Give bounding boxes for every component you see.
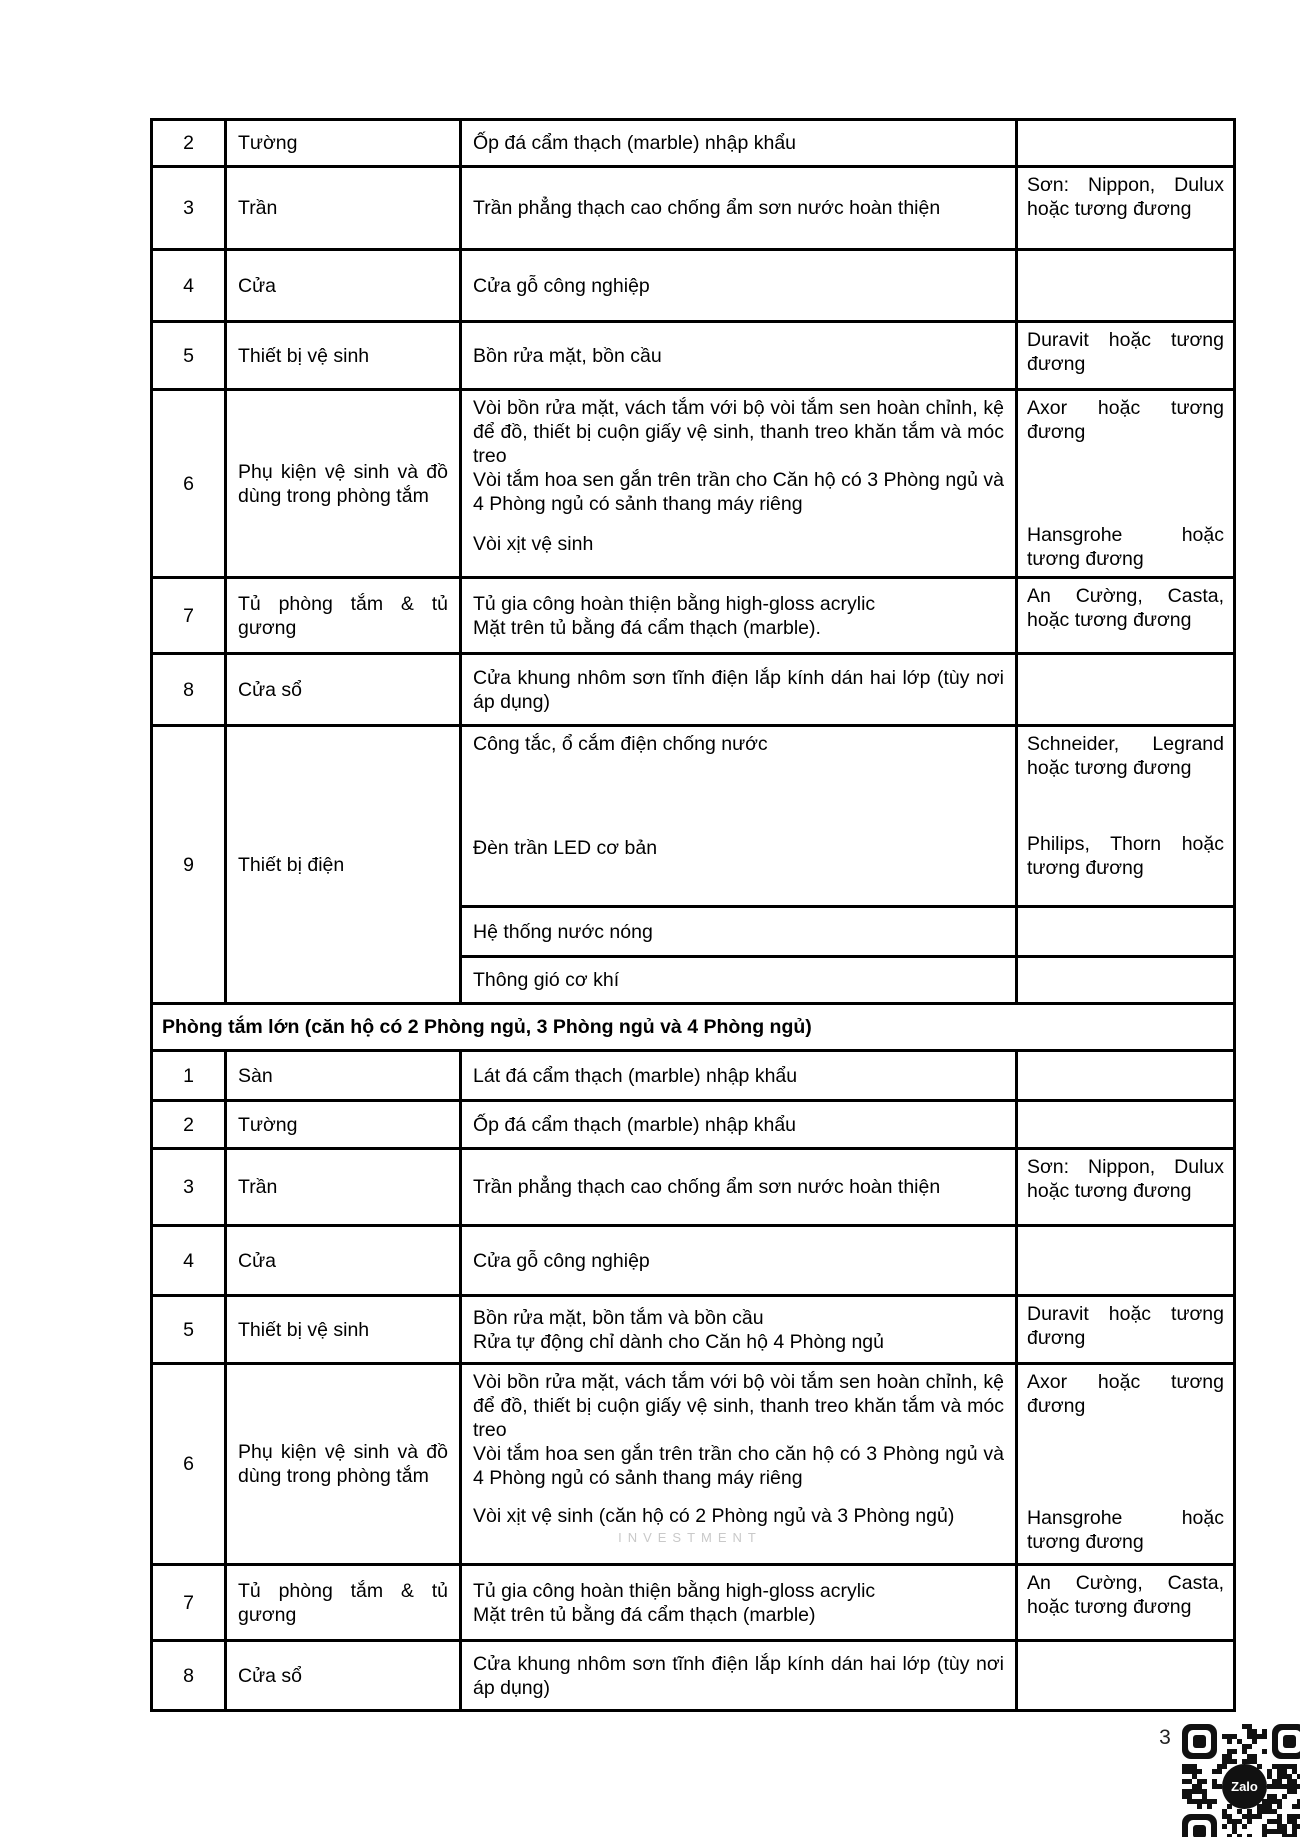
item-cell	[227, 1227, 462, 1294]
description-text: Mặt trên tủ bằng đá cẩm thạch (marble)	[473, 1603, 816, 1626]
description-text: Tủ gia công hoàn thiện bằng high-gloss acrylic	[473, 592, 876, 615]
row-subrows	[462, 1642, 1233, 1709]
spec-subrow	[462, 1297, 1233, 1362]
description-text: Vòi tắm hoa sen gắn trên trần cho căn hộ có 3 Phòng ngủ và 4 Phòng ngủ có sảnh thang máy riêng	[473, 1443, 1004, 1489]
qr-module	[1277, 1804, 1282, 1809]
description-cell	[462, 1566, 1018, 1639]
description-text: Đèn trần LED cơ bản	[473, 837, 658, 859]
spec-subrow	[462, 579, 1233, 652]
row-subrows	[462, 121, 1233, 165]
table-row	[153, 1566, 1233, 1642]
qr-module	[1232, 1749, 1237, 1754]
brand-cell	[1018, 908, 1233, 955]
brand-text: Hansgrohe hoặc tương đương	[1027, 524, 1224, 570]
row-subrows	[462, 1227, 1233, 1294]
description-text: Bồn rửa mặt, bồn tắm và bồn cầu	[473, 1306, 764, 1329]
qr-finder-pattern	[1272, 1724, 1300, 1759]
table-row	[153, 1052, 1233, 1102]
description-text: Vòi xịt vệ sinh (căn hộ có 2 Phòng ngủ và 3 Phòng ngủ)	[473, 1505, 955, 1527]
qr-module	[1242, 1824, 1247, 1829]
item-label: Cửa	[238, 274, 276, 297]
item-cell	[227, 1642, 462, 1709]
qr-module	[1197, 1804, 1202, 1809]
item-cell	[227, 391, 462, 576]
item-cell	[227, 1365, 462, 1563]
description-cell	[462, 579, 1018, 652]
zalo-qr-code	[1182, 1724, 1300, 1837]
brand-text: Duravit hoặc tương đương	[1027, 329, 1224, 375]
row-number-cell	[153, 1227, 227, 1294]
description-cell	[462, 727, 1018, 905]
brand-text: An Cường, Casta, hoặc tương đương	[1027, 585, 1224, 631]
item-cell	[227, 727, 462, 1002]
description-text: Lát đá cẩm thạch (marble) nhập khẩu	[473, 1064, 798, 1087]
description-cell	[462, 1642, 1018, 1709]
description-text: Vòi bồn rửa mặt, vách tắm với bộ vòi tắm sen hoàn chỉnh, kệ để đồ, thiết bị cuộn giấy vệ sinh, thanh treo khăn tắm và móc treo	[473, 1371, 1004, 1441]
row-number: 2	[183, 1113, 194, 1136]
brand-cell	[1018, 1150, 1233, 1224]
description-cell	[462, 391, 1018, 576]
description-text: Rửa tự động chỉ dành cho Căn hộ 4 Phòng ngủ	[473, 1330, 884, 1353]
qr-module	[1202, 1779, 1207, 1784]
row-number: 3	[183, 1176, 194, 1198]
brand-cell	[1018, 655, 1233, 724]
row-number-cell	[153, 579, 227, 652]
row-number-cell	[153, 1102, 227, 1147]
row-number: 8	[183, 1664, 194, 1687]
qr-module	[1222, 1824, 1227, 1829]
brand-text: Duravit hoặc tương đương	[1027, 1303, 1224, 1349]
item-label: Trần	[238, 197, 278, 219]
description-text: Vòi tắm hoa sen gắn trên trần cho Căn hộ có 3 Phòng ngủ và 4 Phòng ngủ có sảnh thang máy riêng	[473, 469, 1004, 515]
row-number-cell	[153, 727, 227, 1002]
description-text: Hệ thống nước nóng	[473, 920, 653, 943]
item-label: Phụ kiện vệ sinh và đồ dùng trong phòng tắm	[238, 460, 448, 507]
spec-subrow	[462, 1102, 1233, 1147]
brand-cell	[1018, 1102, 1233, 1147]
description-text: Vòi bồn rửa mặt, vách tắm với bộ vòi tắm sen hoàn chỉnh, kệ để đồ, thiết bị cuộn giấy vệ sinh, thanh treo khăn tắm và móc treo	[473, 397, 1004, 467]
brand-cell	[1018, 251, 1233, 320]
table-row	[153, 1102, 1233, 1150]
item-label: Thiết bị vệ sinh	[238, 1318, 370, 1341]
description-text: Tủ gia công hoàn thiện bằng high-gloss acrylic	[473, 1579, 876, 1602]
table-row	[153, 655, 1233, 727]
qr-module	[1227, 1739, 1232, 1744]
table-row	[153, 323, 1233, 391]
item-cell	[227, 168, 462, 248]
row-subrows	[462, 1566, 1233, 1639]
brand-cell	[1018, 727, 1233, 905]
item-label: Cửa sổ	[238, 678, 302, 701]
spec-subrow	[462, 1227, 1233, 1294]
description-cell	[462, 1227, 1018, 1294]
item-label: Tường	[238, 1113, 298, 1136]
item-cell	[227, 1150, 462, 1224]
row-number: 6	[183, 472, 194, 495]
qr-finder-core	[1193, 1735, 1206, 1748]
row-number-cell	[153, 1297, 227, 1362]
row-subrows	[462, 1150, 1233, 1224]
spec-table	[150, 118, 1236, 1712]
description-cell	[462, 1052, 1018, 1099]
item-label: Thiết bị vệ sinh	[238, 344, 370, 367]
row-subrows	[462, 655, 1233, 724]
description-cell	[462, 1297, 1018, 1362]
brand-cell	[1018, 958, 1233, 1002]
qr-module	[1247, 1819, 1252, 1824]
qr-module	[1197, 1769, 1202, 1774]
brand-cell	[1018, 1052, 1233, 1099]
spec-subrow	[462, 121, 1233, 165]
qr-module	[1262, 1734, 1267, 1739]
description-text: Trần phẳng thạch cao chống ẩm sơn nước hoàn thiện	[473, 197, 941, 219]
description-cell	[462, 121, 1018, 165]
section-header: Phòng tắm lớn (căn hộ có 2 Phòng ngủ, 3 Phòng ngủ và 4 Phòng ngủ)	[153, 1005, 1233, 1052]
item-label: Cửa sổ	[238, 1664, 302, 1687]
zalo-logo: Zalo	[1222, 1764, 1267, 1809]
watermark: INVESTMENT	[618, 1530, 762, 1545]
brand-text: Hansgrohe hoặc tương đương	[1027, 1507, 1224, 1553]
brand-cell	[1018, 168, 1233, 248]
description-text: Thông gió cơ khí	[473, 969, 620, 991]
description-text: Vòi xịt vệ sinh	[473, 533, 594, 555]
spec-subrow	[462, 391, 1233, 576]
description-text: Bồn rửa mặt, bồn cầu	[473, 344, 662, 367]
brand-cell	[1018, 391, 1233, 576]
row-number: 4	[183, 1249, 194, 1272]
description-cell	[462, 655, 1018, 724]
item-cell	[227, 579, 462, 652]
row-number: 1	[183, 1064, 194, 1087]
row-number: 5	[183, 1318, 194, 1341]
spec-subrow	[462, 1150, 1233, 1224]
table-row	[153, 1227, 1233, 1297]
row-subrows	[462, 1297, 1233, 1362]
spec-subrow	[462, 655, 1233, 724]
qr-module	[1232, 1759, 1237, 1764]
row-number-cell	[153, 168, 227, 248]
brand-cell	[1018, 579, 1233, 652]
item-cell	[227, 251, 462, 320]
spec-subrow	[462, 323, 1233, 388]
item-cell	[227, 1566, 462, 1639]
brand-text: Axor hoặc tương đương	[1027, 1371, 1224, 1417]
row-number-cell	[153, 1052, 227, 1099]
table-row	[153, 579, 1233, 655]
item-label: Phụ kiện vệ sinh và đồ dùng trong phòng tắm	[238, 1441, 448, 1487]
qr-module	[1212, 1799, 1217, 1804]
description-cell	[462, 323, 1018, 388]
qr-module	[1257, 1814, 1262, 1819]
item-label: Cửa	[238, 1249, 276, 1272]
spec-subrow	[462, 168, 1233, 248]
brand-cell	[1018, 121, 1233, 165]
description-cell	[462, 908, 1018, 955]
row-subrows	[462, 168, 1233, 248]
brand-cell	[1018, 1365, 1233, 1563]
description-text: Trần phẳng thạch cao chống ẩm sơn nước hoàn thiện	[473, 1176, 941, 1198]
row-number: 7	[183, 1591, 194, 1614]
row-number-cell	[153, 1566, 227, 1639]
item-label: Sàn	[238, 1064, 273, 1087]
description-text: Ốp đá cẩm thạch (marble) nhập khẩu	[473, 1113, 797, 1136]
row-number-cell	[153, 323, 227, 388]
description-cell	[462, 168, 1018, 248]
row-subrows	[462, 323, 1233, 388]
row-number-cell	[153, 121, 227, 165]
row-number: 5	[183, 344, 194, 367]
spec-subrow	[462, 958, 1233, 1002]
spec-subrow	[462, 251, 1233, 320]
row-subrows	[462, 391, 1233, 576]
table-row	[153, 1150, 1233, 1227]
brand-cell	[1018, 1297, 1233, 1362]
row-number: 4	[183, 274, 194, 297]
description-text: Công tắc, ổ cắm điện chống nước	[473, 733, 768, 755]
row-number-cell	[153, 391, 227, 576]
table-row	[153, 251, 1233, 323]
qr-module	[1262, 1749, 1267, 1754]
row-number: 6	[183, 1453, 194, 1475]
qr-finder-core	[1193, 1825, 1206, 1837]
row-number: 3	[183, 197, 194, 219]
description-text: Cửa gỗ công nghiệp	[473, 1249, 650, 1272]
row-subrows	[462, 251, 1233, 320]
item-cell	[227, 1297, 462, 1362]
qr-module	[1252, 1739, 1257, 1744]
brand-text: Philips, Thorn hoặc tương đương	[1027, 833, 1224, 879]
row-number: 7	[183, 604, 194, 627]
row-number: 8	[183, 678, 194, 701]
table-row	[153, 391, 1233, 579]
table-row	[153, 1642, 1233, 1712]
brand-cell	[1018, 1227, 1233, 1294]
row-number-cell	[153, 1365, 227, 1563]
item-cell	[227, 121, 462, 165]
brand-text: An Cường, Casta, hoặc tương đương	[1027, 1572, 1224, 1618]
description-cell	[462, 958, 1018, 1002]
qr-module	[1217, 1769, 1222, 1774]
spec-subrow	[462, 727, 1233, 908]
spec-subrow	[462, 1052, 1233, 1099]
row-number-cell	[153, 251, 227, 320]
description-text: Cửa khung nhôm sơn tĩnh điện lắp kính dán hai lớp (tùy nơi áp dụng)	[473, 1652, 1004, 1699]
brand-cell	[1018, 323, 1233, 388]
spec-subrow	[462, 908, 1233, 958]
qr-module	[1292, 1789, 1297, 1794]
description-text: Ốp đá cẩm thạch (marble) nhập khẩu	[473, 132, 797, 154]
row-number-cell	[153, 1150, 227, 1224]
description-text: Cửa khung nhôm sơn tĩnh điện lắp kính dán hai lớp (tùy nơi áp dụng)	[473, 666, 1004, 713]
brand-cell	[1018, 1642, 1233, 1709]
brand-cell	[1018, 1566, 1233, 1639]
brand-text: Axor hoặc tương đương	[1027, 397, 1224, 443]
row-subrows	[462, 579, 1233, 652]
description-cell	[462, 1102, 1018, 1147]
table-row	[153, 168, 1233, 251]
brand-text: Schneider, Legrand hoặc tương đương	[1027, 733, 1224, 779]
item-cell	[227, 1102, 462, 1147]
qr-finder-pattern	[1182, 1724, 1217, 1759]
item-label: Trần	[238, 1176, 278, 1198]
row-number: 2	[183, 132, 194, 154]
table-row	[153, 121, 1233, 168]
description-cell	[462, 1150, 1018, 1224]
table-row	[153, 1297, 1233, 1365]
table-row	[153, 727, 1233, 1005]
row-subrows	[462, 727, 1233, 1002]
description-text: Mặt trên tủ bằng đá cẩm thạch (marble).	[473, 616, 821, 639]
row-subrows	[462, 1052, 1233, 1099]
item-label: Tủ phòng tắm & tủ gương	[238, 592, 448, 639]
qr-module	[1207, 1804, 1212, 1809]
brand-text: Sơn: Nippon, Dulux hoặc tương đương	[1027, 1156, 1224, 1202]
brand-text: Sơn: Nippon, Dulux hoặc tương đương	[1027, 174, 1224, 220]
qr-module	[1247, 1744, 1252, 1749]
row-subrows	[462, 1102, 1233, 1147]
row-number-cell	[153, 655, 227, 724]
qr-finder-core	[1283, 1735, 1296, 1748]
qr-module	[1282, 1794, 1287, 1799]
item-cell	[227, 323, 462, 388]
item-cell	[227, 655, 462, 724]
item-cell	[227, 1052, 462, 1099]
item-label: Thiết bị điện	[238, 853, 345, 876]
row-number: 9	[183, 853, 194, 876]
page-number: 3	[1159, 1726, 1171, 1749]
qr-finder-pattern	[1182, 1814, 1217, 1837]
row-number-cell	[153, 1642, 227, 1709]
spec-subrow	[462, 1566, 1233, 1639]
spec-subrow	[462, 1642, 1233, 1709]
qr-module	[1222, 1764, 1227, 1769]
description-cell	[462, 251, 1018, 320]
description-text: Cửa gỗ công nghiệp	[473, 274, 650, 297]
item-label: Tường	[238, 132, 298, 154]
item-label: Tủ phòng tắm & tủ gương	[238, 1579, 448, 1626]
